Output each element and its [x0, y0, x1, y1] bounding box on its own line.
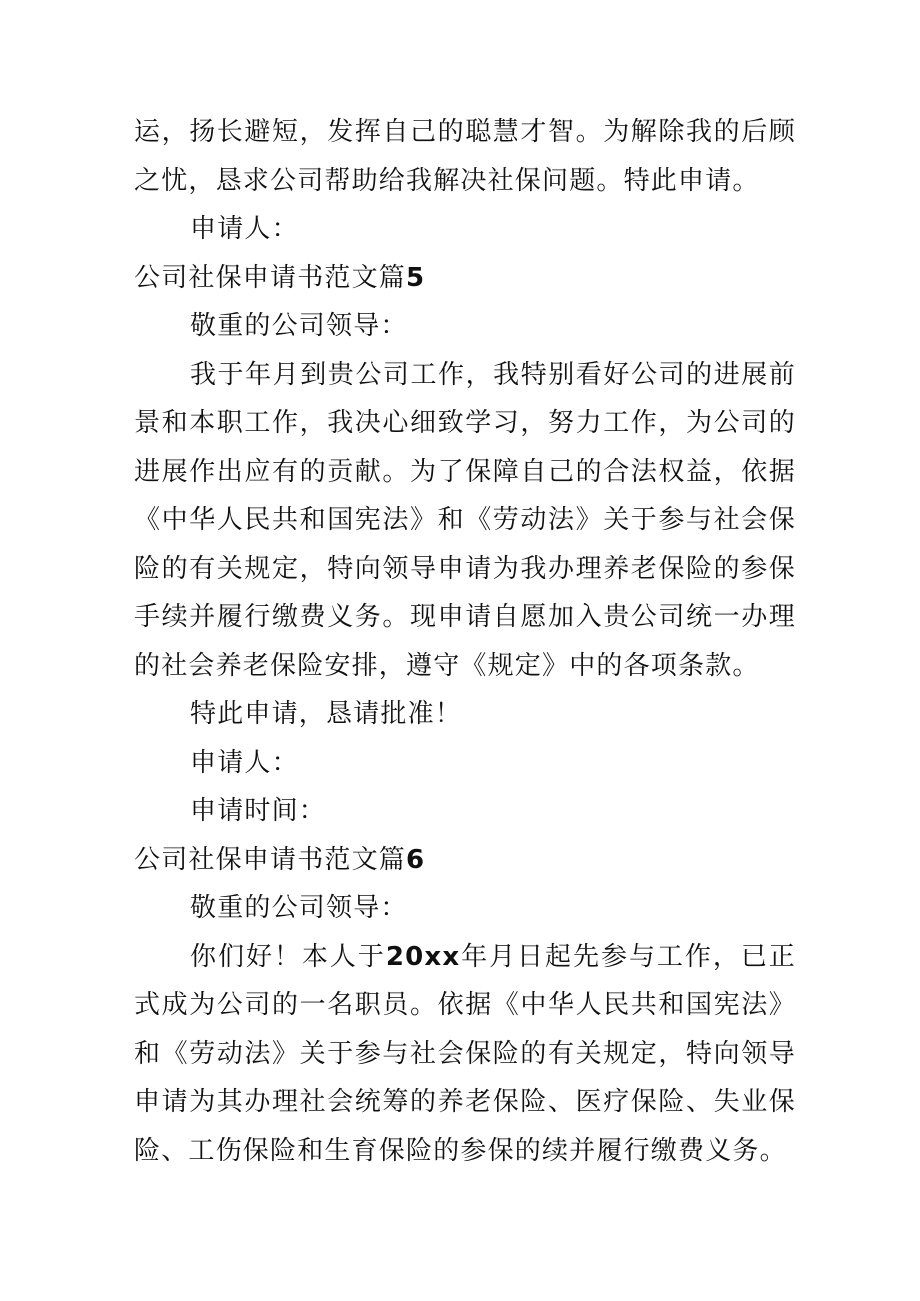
- section-5-applicant-label: 申请人：: [190, 747, 299, 778]
- section-6-heading-text: 公司社保申请书范文篇: [134, 844, 407, 875]
- applicant-label: 申请人：: [190, 214, 299, 244]
- section-5-heading: [134, 254, 796, 303]
- section-6-heading: [134, 836, 796, 885]
- section-5-heading-text: 公司社保申请书范文篇: [134, 262, 407, 293]
- document-content: [134, 108, 796, 1175]
- section-5-heading-number: 5: [406, 262, 426, 293]
- section-6-salutation: 敬重的公司领导：: [190, 893, 408, 923]
- section-6-body-part1: 你们好！本人于: [190, 941, 386, 972]
- section-5-salutation: 敬重的公司领导：: [190, 311, 408, 341]
- section-5-date-label: 申请时间：: [190, 796, 327, 826]
- continued-paragraph: 运，扬长避短，发挥自己的聪慧才智。为解除我的后顾之忧，恳求公司帮助给我解决社保问题。特此申请。: [134, 117, 796, 196]
- section-6-body: [134, 933, 796, 1176]
- section-5-closing: 特此申请，恳请批准！: [190, 699, 463, 729]
- section-6-body-year: 20xx: [385, 941, 461, 972]
- section-6-body-part2: 年月日起先参与工作，已正式成为公司的一名职员。依据《中华人民共和国宪法》和《劳动法》关于参与社会保险的有关规定，特向领导申请为其办理社会统筹的养老保险、医疗保险、失业保险、工伤保险和生育保险的参保的续并履行缴费义务。: [134, 941, 797, 1166]
- section-6-heading-number: 6: [406, 844, 426, 875]
- section-5-body: 我于年月到贵公司工作，我特别看好公司的进展前景和本职工作，我决心细致学习，努力工作，为公司的进展作出应有的贡献。为了保障自己的合法权益，依据《中华人民共和国宪法》和《劳动法》关于参与社会保险的有关规定，特向领导申请为我办理养老保险的参保手续并履行缴费义务。现申请自愿加入贵公司统一办理的社会养老保险安排，遵守《规定》中的各项条款。: [134, 359, 796, 681]
